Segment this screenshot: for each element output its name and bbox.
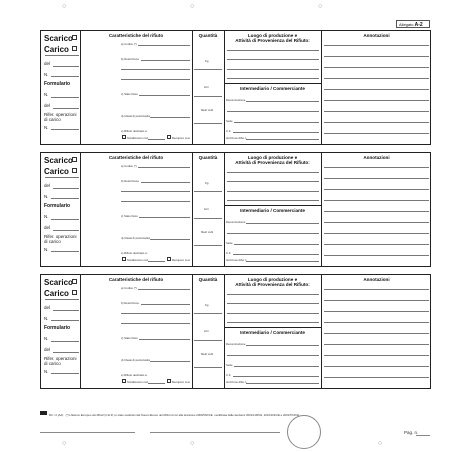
descrizione-label: b) Descrizione [121,57,139,61]
annotazioni-line [324,333,429,334]
metri-label: Metri cubi [201,230,214,234]
punch-hole-mark: ○ [62,3,66,10]
del-label-2: del [44,225,51,230]
quantita-header: Quantità [198,277,218,282]
annotazioni-line [324,122,429,123]
sede-line [234,122,319,123]
annotazioni-line [324,344,429,345]
column-divider [321,31,322,144]
stato-label: c) Stato fisico [121,214,138,218]
scarico-label: Scarico [44,34,73,43]
publisher-logo [40,411,47,415]
scarico-label: Scarico [44,278,73,287]
caratteristiche-header: Caratteristiche del rifiuto [108,277,164,282]
carico-checkbox[interactable] [72,168,77,173]
footer-code: RC / 2 (AA) [49,413,64,417]
destinato-label: e) Rifiuto destinato a: [121,129,148,133]
formulario-number-line [51,76,79,77]
rifer-line [51,373,79,374]
kg-line [194,313,222,314]
luogo-line [227,200,319,201]
punch-hole-mark: ○ [62,440,66,447]
luogo-line [227,50,319,51]
destinato-label: e) Rifiuto destinato a: [121,373,148,377]
stato-label: c) Stato fisico [121,336,138,340]
number-line [45,177,79,178]
luogo-line [227,172,319,173]
kg-label: Kg [205,303,209,307]
formulario-number-line [51,320,79,321]
column-divider [321,275,322,388]
n-line [51,341,79,342]
n-label: N. [44,214,49,219]
luogo-line [227,313,319,314]
formulario-number-line [51,198,79,199]
cf-label: C.F. [226,251,231,255]
kg-line [194,69,222,70]
annotazioni-line [324,45,429,46]
cf-label: C.F. [226,373,231,377]
intermediario-header: Intermediario / Commerciante [240,86,305,91]
smaltimento-line [148,383,165,384]
annotazioni-line [324,289,429,290]
column-divider [80,31,81,144]
stato-line [139,95,190,96]
smaltimento-checkbox[interactable] [122,135,126,139]
formulario-label: Formulario [44,203,71,209]
rifer-label-1: Rifer. operazioni [44,112,77,117]
intermediario-line [227,355,319,356]
smaltimento-checkbox[interactable] [122,257,126,261]
stato-line [139,217,190,218]
classi-line [150,117,190,118]
stato-label: c) Stato fisico [121,92,138,96]
denominazione-label: Denominazione [226,98,246,102]
luogo-line [227,181,319,182]
descrizione-line-3 [121,201,190,202]
rifer-line [51,129,79,130]
n-label: N. [44,92,49,97]
codice-label: a) Codice (*) [121,164,137,168]
metri-label: Metri cubi [201,352,214,356]
formulario-label: Formulario [44,325,71,331]
annotazioni-line [324,133,429,134]
recupero-label: Recupero cod. [172,258,191,262]
luogo-line [227,303,319,304]
smaltimento-line [148,139,165,140]
carico-checkbox[interactable] [72,46,77,51]
descrizione-line [141,182,190,183]
annotazioni-line [324,377,429,378]
litri-line [194,218,222,219]
annotazioni-line [324,211,429,212]
annotazioni-line [324,178,429,179]
annotazioni-line [324,89,429,90]
codice-label: a) Codice (*) [121,42,137,46]
annotazioni-line [324,311,429,312]
intermediario-line [227,111,319,112]
codice-label: a) Codice (*) [121,286,137,290]
scarico-label: Scarico [44,156,73,165]
descrizione-line-3 [121,79,190,80]
luogo-header-1: Luogo di produzione e [247,277,298,282]
litri-line [194,96,222,97]
register-entry [40,30,431,145]
descrizione-line-2 [121,191,190,192]
luogo-line [227,78,319,79]
date-line-2 [53,108,79,109]
punch-hole-mark: ○ [318,3,322,10]
litri-label: Litri [204,207,209,211]
denominazione-line [246,223,319,224]
codice-line [138,45,190,46]
rifer-label-2: di carico [44,361,61,366]
annotazioni-line [324,167,429,168]
annotazioni-header: Annotazioni [363,33,390,38]
recupero-label: Recupero cod. [172,136,191,140]
date-line-2 [53,352,79,353]
quantita-header: Quantità [198,33,218,38]
metri-line [194,123,222,124]
litri-label: Litri [204,329,209,333]
attachment-tag-code: A-2 [414,22,423,28]
del-label-2: del [44,347,51,352]
codice-line [138,167,190,168]
iscrizione-label: Iscrizione Albo n. [226,258,248,262]
rifer-label-1: Rifer. operazioni [44,234,77,239]
column-divider [80,153,81,266]
litri-line [194,340,222,341]
luogo-header-1: Luogo di produzione e [247,155,298,160]
descrizione-line-3 [121,323,190,324]
date-line [53,66,79,67]
annotazioni-line [324,222,429,223]
rifer-label-1: Rifer. operazioni [44,356,77,361]
scarico-checkbox[interactable] [72,279,77,284]
sede-line [234,244,319,245]
luogo-header-2: Attività di Provenienza del Rifiuto: [235,38,310,43]
metri-label: Metri cubi [201,108,214,112]
n-line [51,97,79,98]
descrizione-line-2 [121,69,190,70]
luogo-line [227,294,319,295]
cf-label: C.F. [226,129,231,133]
cf-line [233,254,319,255]
date-line [53,310,79,311]
formulario-label: Formulario [44,81,71,87]
luogo-line [227,322,319,323]
del-label: del [44,183,51,188]
carico-checkbox[interactable] [72,290,77,295]
rifer-line [51,251,79,252]
stato-line [139,339,190,340]
rifer-n-label: N. [44,369,49,374]
intermediario-header: Intermediario / Commerciante [240,330,305,335]
iscrizione-line [246,261,319,262]
date-line-2 [53,230,79,231]
annotazioni-line [324,322,429,323]
kg-line [194,191,222,192]
column-divider [192,275,193,388]
annotazioni-line [324,78,429,79]
stamp-circle [287,415,321,449]
cf-line [233,376,319,377]
page-number-label: Pag. n. [404,430,419,435]
descrizione-label: b) Descrizione [121,179,139,183]
attachment-tag-label: Allegato [399,22,414,27]
carico-label: Carico [44,45,69,54]
annotazioni-line [324,255,429,256]
formulario-number-label: N. [44,194,49,199]
quantita-header: Quantità [198,155,218,160]
rifer-n-label: N. [44,125,49,130]
signature-line [40,432,135,433]
page-number-line [416,435,430,436]
carico-label: Carico [44,167,69,176]
section-divider [224,327,321,328]
iscrizione-line [246,383,319,384]
annotazioni-line [324,244,429,245]
section-divider [224,205,321,206]
rifer-label-2: di carico [44,117,61,122]
recupero-checkbox[interactable] [167,379,171,383]
annotazioni-header: Annotazioni [363,155,390,160]
annotazioni-line [324,355,429,356]
destinato-label: e) Rifiuto destinato a: [121,251,148,255]
descrizione-label: b) Descrizione [121,301,139,305]
signature-line [150,432,280,433]
iscrizione-line [246,139,319,140]
smaltimento-line [148,261,165,262]
rifer-n-label: N. [44,247,49,252]
smaltimento-label: Smaltimento cod. [127,258,149,262]
annotazioni-line [324,67,429,68]
section-divider [224,83,321,84]
formulario-number-label: N. [44,316,49,321]
descrizione-line-2 [121,313,190,314]
luogo-line [227,69,319,70]
sede-label: Sede [226,363,233,367]
iscrizione-label: Iscrizione Albo n. [226,380,248,384]
caratteristiche-header: Caratteristiche del rifiuto [108,155,164,160]
smaltimento-checkbox[interactable] [122,379,126,383]
column-divider [192,153,193,266]
denominazione-label: Denominazione [226,220,246,224]
recupero-label: Recupero cod. [172,380,191,384]
n-label: N. [44,336,49,341]
footer-note [49,413,299,417]
annotazioni-line [324,300,429,301]
classi-label: d) Classi di pericolosità [121,236,150,240]
annotazioni-line [324,200,429,201]
del-label: del [44,61,51,66]
luogo-line [227,59,319,60]
classi-line [150,361,190,362]
del-label-2: del [44,103,51,108]
smaltimento-label: Smaltimento cod. [127,380,149,384]
classi-label: d) Classi di pericolosità [121,114,150,118]
carico-label: Carico [44,289,69,298]
scarico-checkbox[interactable] [72,157,77,162]
annotazioni-line [324,366,429,367]
denominazione-line [246,345,319,346]
intermediario-line [227,233,319,234]
denominazione-label: Denominazione [226,342,246,346]
column-divider [80,275,81,388]
number-line [45,299,79,300]
cf-line [233,132,319,133]
kg-label: Kg [205,59,209,63]
caratteristiche-header: Caratteristiche del rifiuto [108,33,164,38]
luogo-line [227,191,319,192]
annotazioni-line [324,111,429,112]
metri-line [194,367,222,368]
date-line [53,188,79,189]
annotazioni-line [324,56,429,57]
register-entry [40,152,431,267]
column-divider [321,153,322,266]
sede-line [234,366,319,367]
descrizione-line [141,304,190,305]
kg-label: Kg [205,181,209,185]
scarico-checkbox[interactable] [72,35,77,40]
sede-label: Sede [226,119,233,123]
n-line [51,219,79,220]
annotazioni-header: Annotazioni [363,277,390,282]
punch-hole-mark: ○ [378,440,382,447]
attachment-tag [396,20,430,28]
recupero-checkbox[interactable] [167,257,171,261]
annotazioni-line [324,100,429,101]
intermediario-header: Intermediario / Commerciante [240,208,305,213]
metri-line [194,245,222,246]
recupero-checkbox[interactable] [167,135,171,139]
punch-hole-mark: ○ [190,3,194,10]
classi-label: d) Classi di pericolosità [121,358,150,362]
formulario-number-label: N. [44,72,49,77]
annotazioni-line [324,189,429,190]
codice-line [138,289,190,290]
iscrizione-label: Iscrizione Albo n. [226,136,248,140]
luogo-header-2: Attività di Provenienza del Rifiuto: [235,282,310,287]
punch-hole-mark: ○ [190,440,194,447]
del-label: del [44,305,51,310]
smaltimento-label: Smaltimento cod. [127,136,149,140]
rifer-label-2: di carico [44,239,61,244]
sede-label: Sede [226,241,233,245]
classi-line [150,239,190,240]
annotazioni-line [324,233,429,234]
luogo-header-1: Luogo di produzione e [247,33,298,38]
luogo-header-2: Attività di Provenienza del Rifiuto: [235,160,310,165]
descrizione-line [141,60,190,61]
register-entry [40,274,431,389]
number-line [45,55,79,56]
denominazione-line [246,101,319,102]
footer-text: (*) L'Elenco Europeo dei Rifiuti (C.E.R.) è stato sostituito dal Nuovo Elenco dei Rifiuti di cui alla decisione 2000/532/CE, modificata dalle decisioni 2001/118/CE, 2001/119/CE e 2001/573/CE [65,413,300,417]
column-divider [192,31,193,144]
litri-label: Litri [204,85,209,89]
